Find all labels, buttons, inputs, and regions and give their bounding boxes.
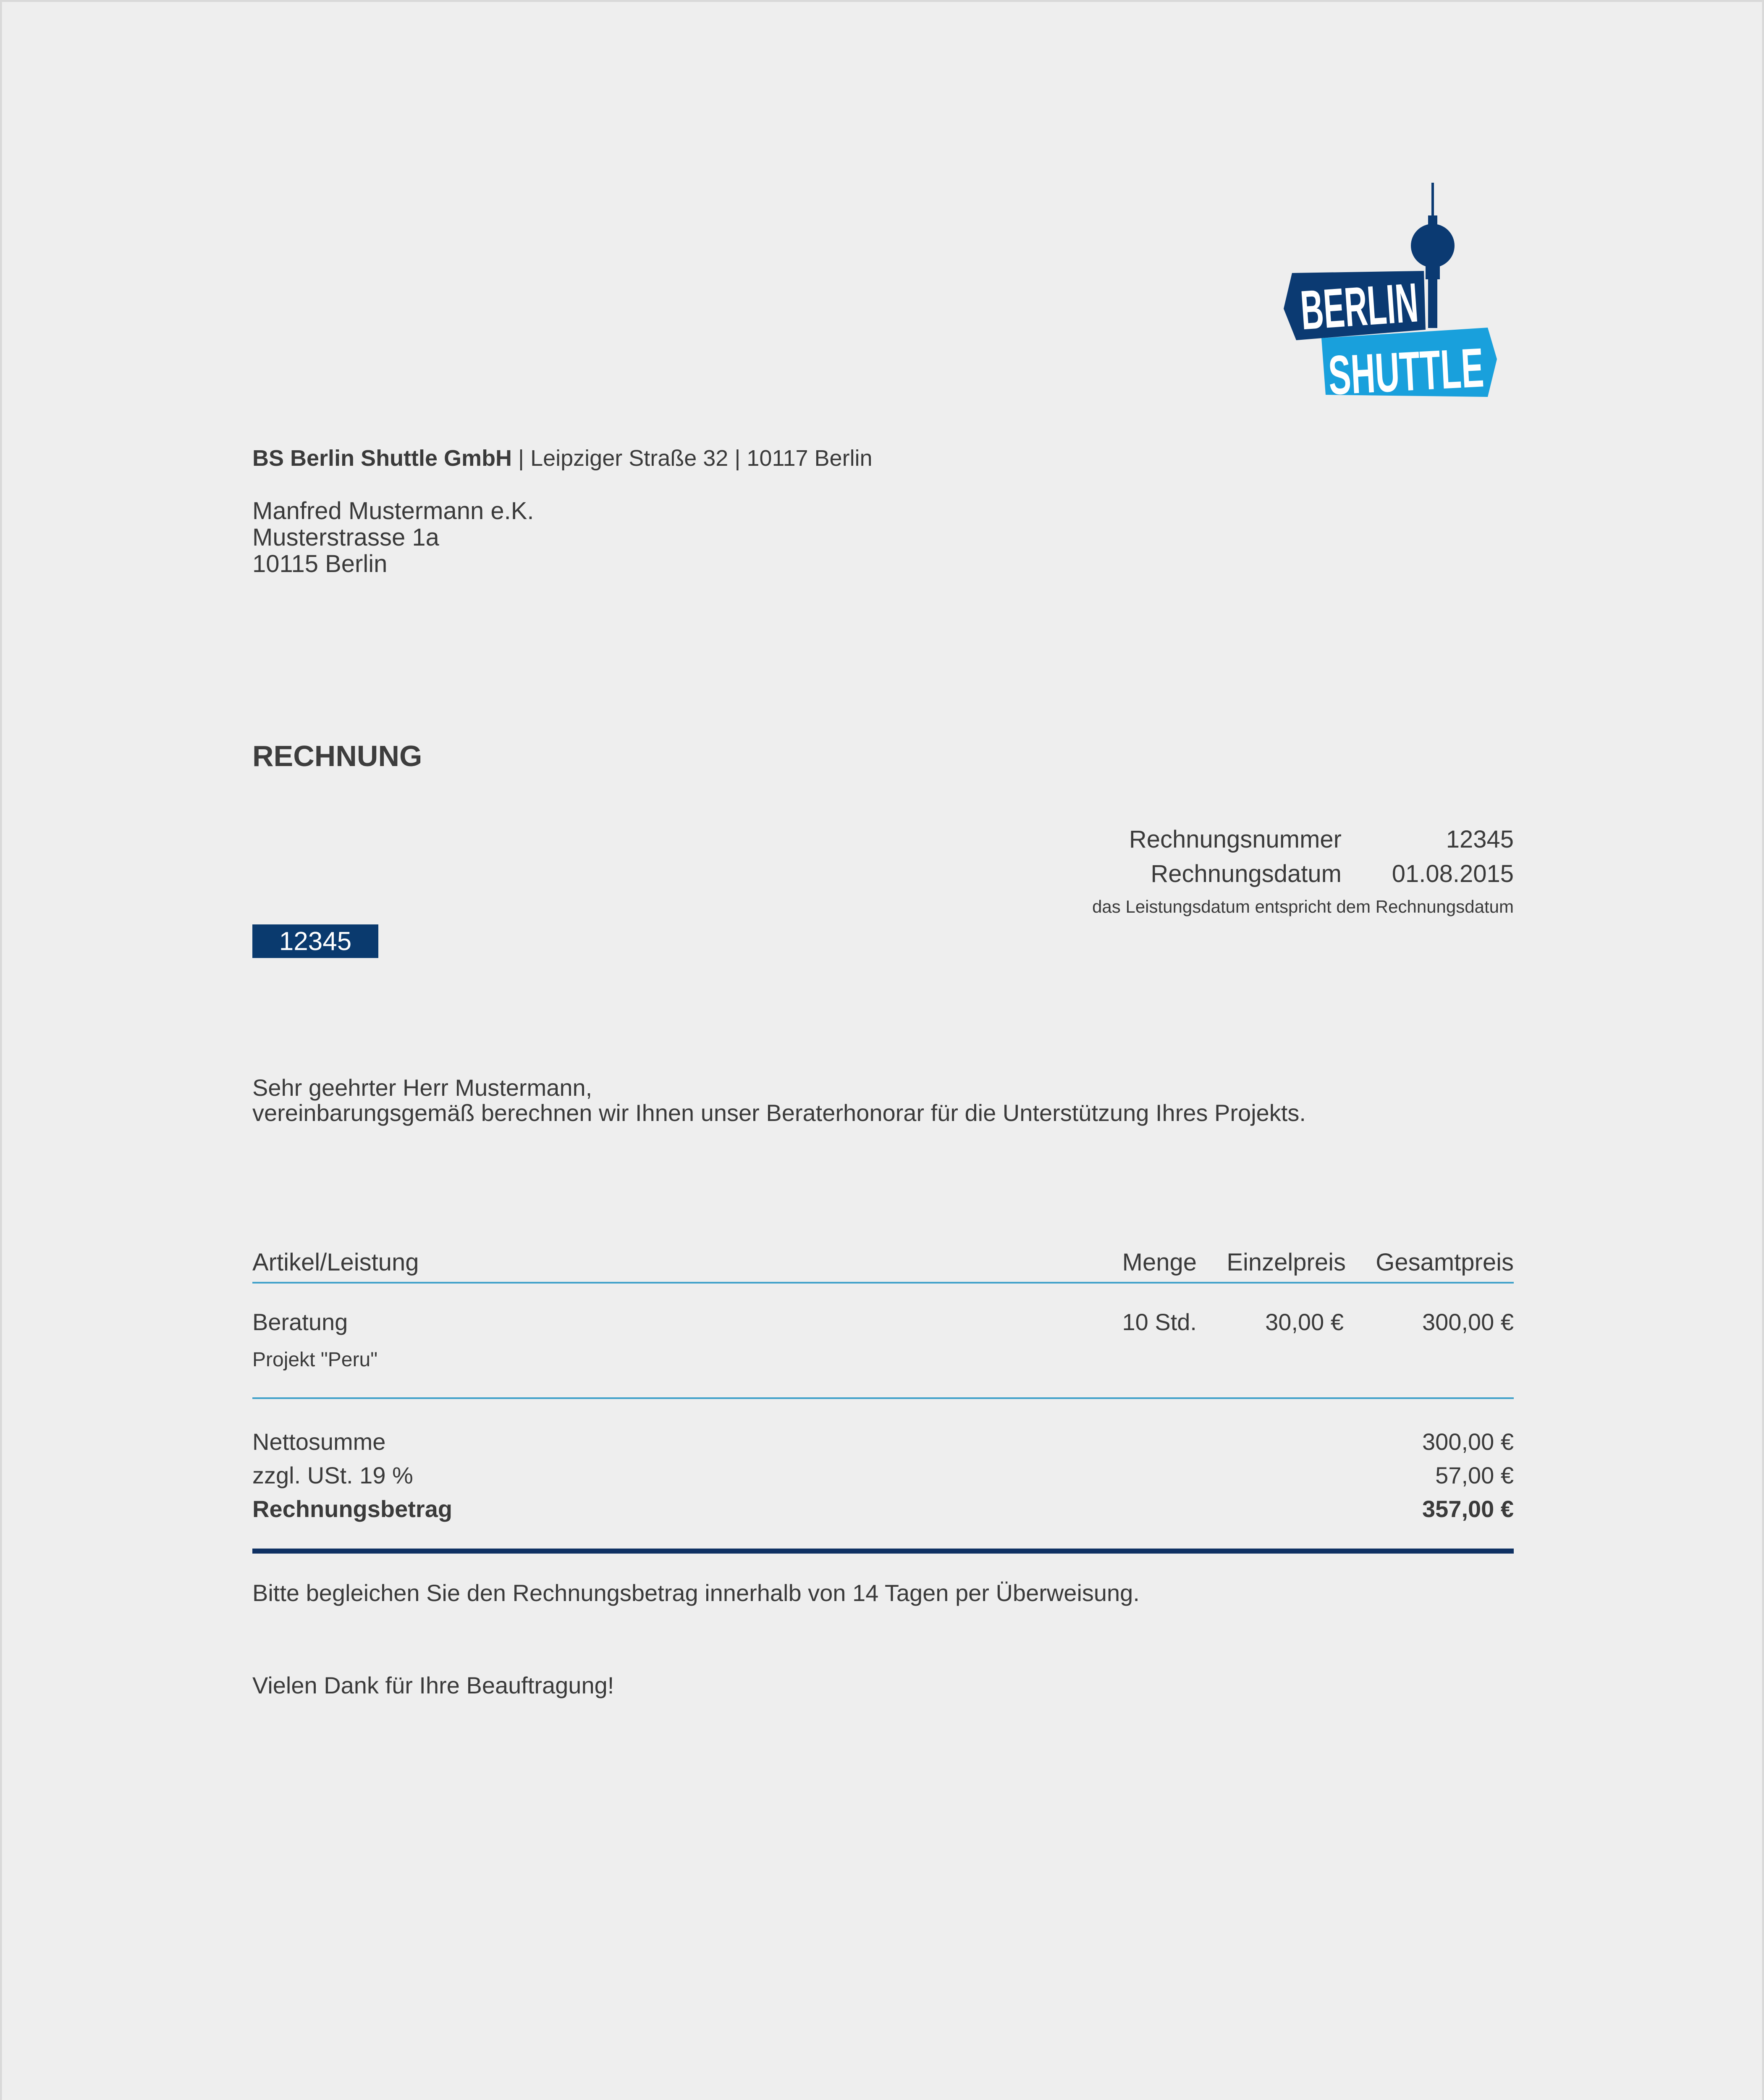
greeting (252, 1075, 1512, 1126)
row-total: 300,00 € (1422, 1309, 1514, 1335)
invoice-number-badge: 12345 (252, 924, 378, 958)
sender-line (252, 445, 873, 471)
row-qty: 10 Std. (1122, 1309, 1197, 1335)
invoice-number-label: Rechnungsnummer (1129, 826, 1342, 853)
row-unit-price: 30,00 € (1265, 1309, 1344, 1335)
col-header-qty: Menge (1122, 1249, 1197, 1276)
logo-line1: BERLIN (1298, 265, 1509, 341)
service-date-note: das Leistungsdatum entspricht dem Rechnungsdatum (1092, 897, 1514, 916)
table-body-rule (252, 1397, 1514, 1399)
sender-company: BS Berlin Shuttle GmbH (252, 446, 512, 471)
col-header-item: Artikel/Leistung (252, 1249, 419, 1276)
col-header-unit: Einzelpreis (1227, 1249, 1346, 1276)
total-value: 357,00 € (1422, 1496, 1514, 1522)
net-label: Nettosumme (252, 1428, 386, 1455)
sender-address: | Leipziger Straße 32 | 10117 Berlin (512, 446, 873, 471)
invoice-number-value: 12345 (1446, 826, 1514, 853)
logo-line2: SHUTTLE (1326, 331, 1586, 407)
net-value: 300,00 € (1422, 1428, 1514, 1455)
vat-value: 57,00 € (1435, 1462, 1514, 1488)
recipient-street: Musterstrasse 1a (252, 524, 439, 551)
intro-text: vereinbarungsgemäß berechnen wir Ihnen unser Beraterhonorar für die Unterstützung Ihres Projekts. (252, 1100, 1306, 1126)
total-label: Rechnungsbetrag (252, 1496, 453, 1522)
thanks-text: Vielen Dank für Ihre Beauftragung! (252, 1672, 614, 1698)
invoice-date-label: Rechnungsdatum (1151, 860, 1342, 887)
document-title: RECHNUNG (252, 740, 422, 772)
row-detail: Projekt "Peru" (252, 1349, 378, 1371)
col-header-total: Gesamtpreis (1376, 1249, 1514, 1276)
vat-label: zzgl. USt. 19 % (252, 1462, 413, 1488)
recipient-city: 10115 Berlin (252, 550, 388, 578)
salutation: Sehr geehrter Herr Mustermann, (252, 1074, 592, 1101)
invoice-date-value: 01.08.2015 (1392, 860, 1514, 887)
totals-rule (252, 1549, 1514, 1554)
row-item: Beratung (252, 1309, 348, 1335)
recipient-name: Manfred Mustermann e.K. (252, 497, 534, 525)
recipient-address (252, 498, 840, 577)
berlin-shuttle-logo (1279, 183, 1586, 407)
table-header-rule (252, 1282, 1514, 1284)
payment-note: Bitte begleichen Sie den Rechnungsbetrag innerhalb von 14 Tagen per Überweisung. (252, 1580, 1140, 1606)
invoice-page (2, 2, 1762, 2100)
